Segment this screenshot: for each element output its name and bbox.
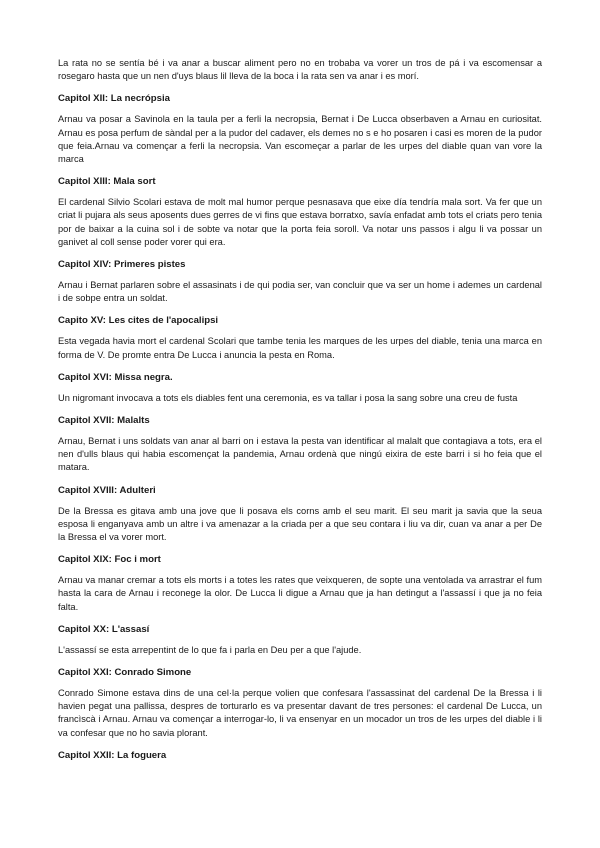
chapter-heading: Capitol XVI: Missa negra.	[58, 371, 173, 383]
chapter-heading: Capitol XX: L'assasí	[58, 623, 150, 635]
paragraph: Arnau va posar a Savinola en la taula per a ferli la necropsia, Bernat i De Lucca obserbaven a Arnau en curiositat. Arnau es posa perfum de sàndal per a la pudor del cadaver, els demes no s e ho posaren i casi es moren de la pudor que feia.Arnau va començar a ferli la necropsia. Van escomeçar a parlar de les urpes del diable quan van vore la marca	[58, 114, 542, 165]
paragraph: Arnau, Bernat i uns soldats van anar al barri on i estava la pesta van identificar al malalt que contagiava a tots, era el nen d'ulls blaus qui habia escomençat la pandemia, Arnau ordenà que ningú eixira de este barri i si ho feia que el matara.	[58, 436, 542, 473]
chapter-heading: Capitol XIX: Foc i mort	[58, 554, 161, 566]
paragraph: Esta vegada havia mort el cardenal Scolari que tambe tenia les marques de les urpes del diable, tenia una marca en forma de V. De promte entra De Lucca i anuncia la pesta en Roma.	[58, 336, 542, 360]
paragraph: La rata no se sentía bé i va anar a buscar aliment pero no en trobaba va vorer un tros de pá i va escomensar a rosegaro hasta que un nen d'uys blaus lil lleva de la boca i la rata sen va anar i es morí.	[58, 58, 542, 82]
paragraph: El cardenal Silvio Scolari estava de molt mal humor perque pesnasava que eixe día tendría mala sort. Va fer que un criat li pujara als seus aposents dues gerres de vi fins que estava borratxo, savía enfadat amb tots el criats pero tenia por de baixar a la cuina sol i de sobte va notar que la porta feia soroll. Va notar uns passos i algu li va possar un ganivet al coll sense poder vorer qui era.	[58, 197, 542, 247]
chapter-heading: Capitol XII: La necrópsia	[58, 93, 170, 105]
chapter-heading: Capitol XVII: Malalts	[58, 415, 150, 427]
chapter-heading: Capitol XVIII: Adulteri	[58, 484, 156, 496]
paragraph: L'assassí se esta arrepentint de lo que fa i parla en Deu per a que l'ajude.	[58, 644, 362, 655]
chapter-heading: Capitol XXII: La foguera	[58, 749, 167, 761]
paragraph: De la Bressa es gitava amb una jove que li posava els corns amb el seu marit. El seu marit ja savia que la seua esposa li enganyava amb un altre i va amenazar a la criada per a que seu contara i liu va dir, cuan va anar a per De la Bressa el va vorer mort.	[58, 505, 542, 543]
chapter-heading: Capitol XXI: Conrado Simone	[58, 667, 192, 679]
paragraph: Un nigromant invocava a tots els diables fent una ceremonia, es va tallar i posa la sang sobre una creu de fusta	[58, 392, 518, 403]
paragraph: Conrado Simone estava dins de una cel·la perque volien que confesara l'assassinat del cardenal De la Bressa i li havien pegat una pallissa, despres de torturarlo es va presentar davant de tres persones: el cardenal De Lucca, un francìscà i Arnau. Arnau va començar a interrogar-lo, li va ensenyar en un mocador un tros de les urpes del diable i li va confesar que no ho savia plorant.	[58, 688, 542, 738]
paragraph: Arnau i Bernat parlaren sobre el assasinats i de qui podia ser, van concluir que va ser un home i ademes un cardenal i de sobpe entra un soldat.	[58, 280, 542, 304]
chapter-heading: Capitol XIV: Primeres pistes	[58, 259, 186, 271]
chapter-heading: Capitol XIII: Mala sort	[58, 176, 156, 188]
chapter-heading: Capito XV: Les cites de l'apocalipsi	[58, 315, 219, 327]
paragraph: Arnau va manar cremar a tots els morts i a totes les rates que veixqueren, de sopte una ventolada va arrastrar el fum hasta la cara de Arnau i reconege la olor. De Lucca li digue a Arnau que ja han detingut a l'assassí i que ja no feia falta.	[58, 575, 542, 612]
document-body	[58, 57, 542, 762]
